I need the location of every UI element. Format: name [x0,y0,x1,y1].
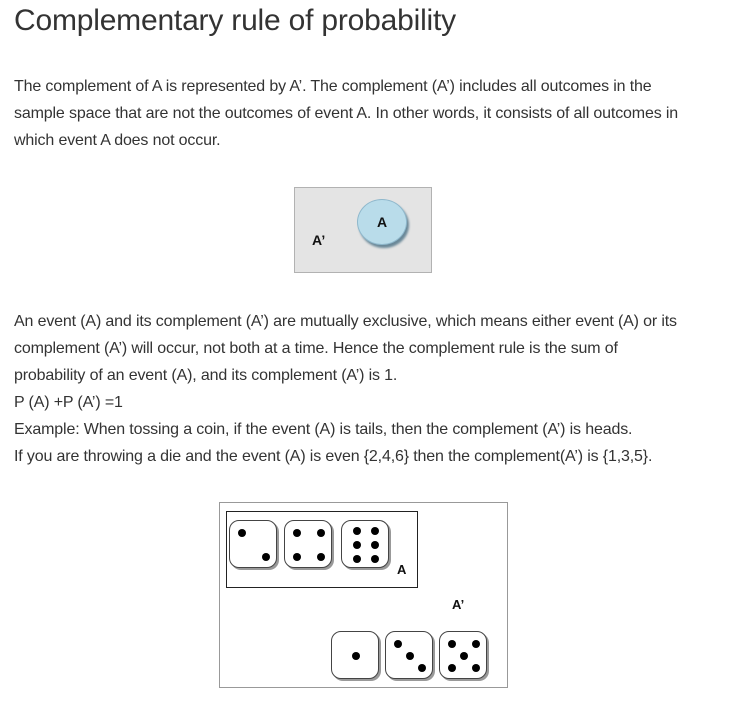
venn-complement-label: A’ [312,232,326,248]
die-pip [317,529,325,537]
intro-line: which event A does not occur. [14,132,221,149]
die-pip [353,555,361,563]
die-face-5 [439,631,487,679]
die-pip [418,664,426,672]
formula-line: P (A) +P (A’) =1 [14,394,123,411]
body-line: complement (A’) will occur, not both at a time. Hence the complement rule is the sum of [14,340,618,357]
die-pip [293,529,301,537]
example-coin-line: Example: When tossing a coin, if the event (A) is tails, then the complement (A’) is heads. [14,421,633,438]
die-pip [353,527,361,535]
venn-diagram [294,187,432,273]
intro-paragraph [14,73,678,154]
example-die-line: If you are throwing a die and the event (A) is even {2,4,6} then the complement(A’) is {1,3,5}. [14,448,653,465]
die-pip [293,553,301,561]
venn-event-label: A [376,214,388,230]
die-pip [262,553,270,561]
die-face-6 [341,520,389,568]
dice-event-label: A [397,562,407,577]
die-face-3 [385,631,433,679]
die-pip [238,529,246,537]
die-pip [472,640,480,648]
die-pip [317,553,325,561]
die-face-4 [284,520,332,568]
intro-line: The complement of A is represented by A’. The complement (A’) includes all outcomes in the [14,78,652,95]
intro-line: sample space that are not the outcomes of event A. In other words, it consists of all outcomes in [14,105,679,122]
die-pip [371,555,379,563]
die-pip [448,664,456,672]
die-pip [371,541,379,549]
die-face-1 [331,631,379,679]
body-line: probability of an event (A), and its complement (A’) is 1. [14,367,398,384]
die-pip [371,527,379,535]
die-pip [353,541,361,549]
venn-event-circle [357,199,407,245]
die-pip [394,640,402,648]
body-paragraph [14,308,677,470]
die-pip [406,652,414,660]
dice-complement-label: A’ [452,597,465,612]
die-pip [352,652,360,660]
die-pip [460,652,468,660]
die-face-2 [229,520,277,568]
die-pip [472,664,480,672]
die-pip [448,640,456,648]
page-title: Complementary rule of probability [14,4,456,37]
body-line: An event (A) and its complement (A’) are mutually exclusive, which means either event (A) or its [14,313,677,330]
